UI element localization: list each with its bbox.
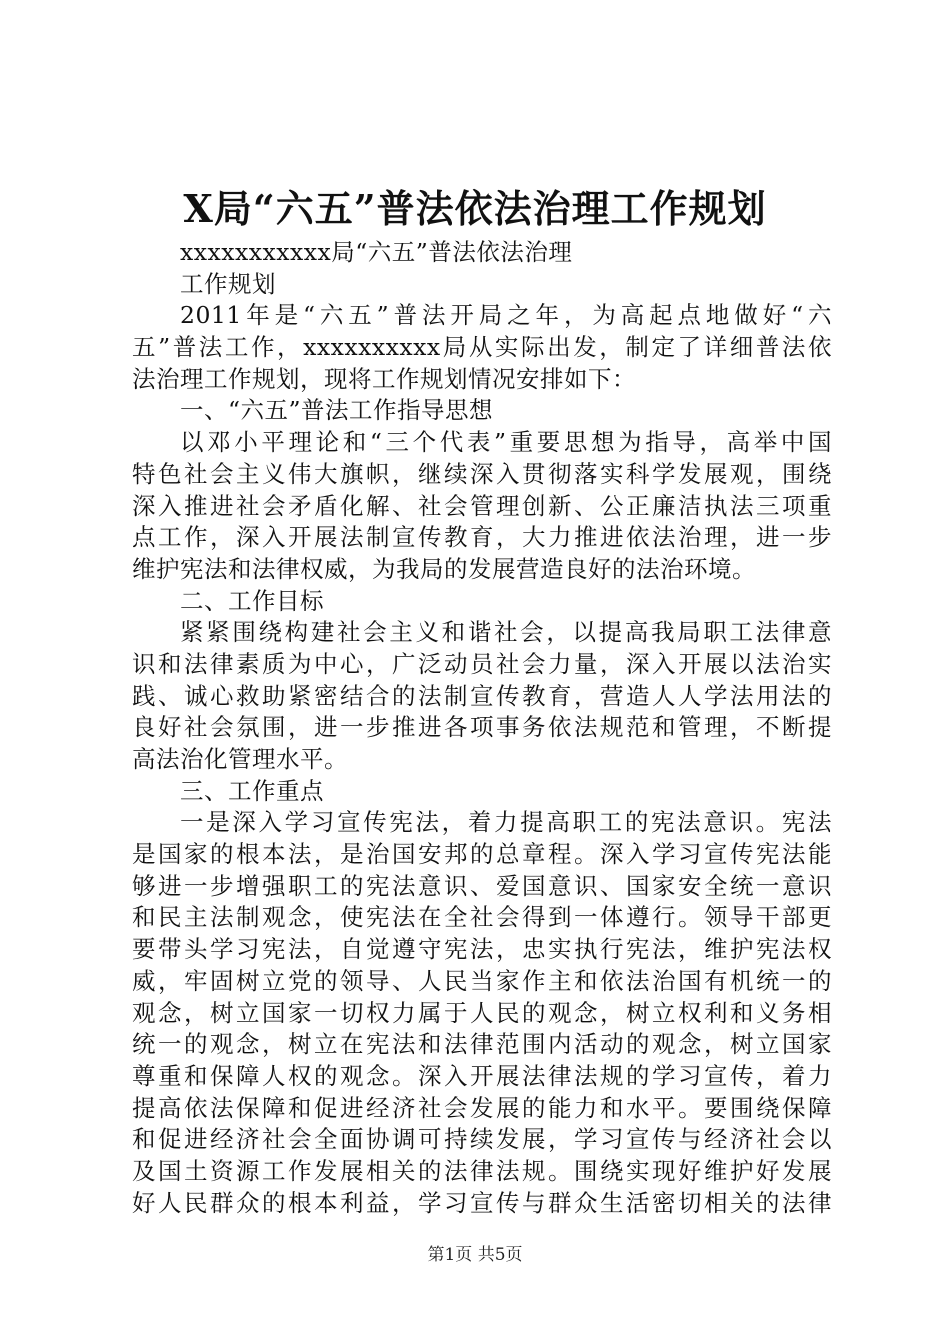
page-number-footer: 第1页 共5页 xyxy=(427,1245,523,1265)
text-line: 提高依法保障和促进经济社会发展的能力和水平。要围绕保障 xyxy=(132,1093,832,1122)
text-line: 践、诚心救助紧密结合的法制宣传教育，营造人人学法用法的 xyxy=(132,681,832,710)
text-line: 和民主法制观念，使宪法在全社会得到一体遵行。领导干部更 xyxy=(132,903,832,932)
text-line: 要带头学习宪法，自觉遵守宪法，忠实执行宪法，维护宪法权 xyxy=(132,935,832,964)
text-line: 2011年是“六五”普法开局之年，为高起点地做好“六 xyxy=(180,301,832,330)
text-line: 维护宪法和法律权威，为我局的发展营造良好的法治环境。 xyxy=(132,554,756,583)
text-line: 及国土资源工作发展相关的法律法规。围绕实现好维护好发展 xyxy=(132,1156,832,1185)
text-line: 特色社会主义伟大旗帜，继续深入贯彻落实科学发展观，围绕 xyxy=(132,459,832,488)
text-line: 良好社会氛围，进一步推进各项事务依法规范和管理，不断提 xyxy=(132,713,832,742)
text-line: 一是深入学习宣传宪法，着力提高职工的宪法意识。宪法 xyxy=(180,808,832,837)
text-line: 法治理工作规划，现将工作规划情况安排如下： xyxy=(132,364,636,393)
text-line: 威，牢固树立党的领导、人民当家作主和依法治国有机统一的 xyxy=(132,966,832,995)
text-line: 好人民群众的根本利益，学习宣传与群众生活密切相关的法律 xyxy=(132,1188,832,1217)
text-line: 和促进经济社会全面协调可持续发展，学习宣传与经济社会以 xyxy=(132,1125,832,1154)
text-line: 是国家的根本法，是治国安邦的总章程。深入学习宣传宪法能 xyxy=(132,840,832,869)
text-line: 工作规划 xyxy=(180,269,276,298)
text-line: 深入推进社会矛盾化解、社会管理创新、公正廉洁执法三项重 xyxy=(132,491,832,520)
text-line: 识和法律素质为中心，广泛动员社会力量，深入开展以法治实 xyxy=(132,649,832,678)
section-heading: 三、工作重点 xyxy=(180,776,324,805)
text-line: 观念，树立国家一切权力属于人民的观念，树立权利和义务相 xyxy=(132,998,832,1027)
text-line: 五”普法工作，xxxxxxxxxx局从实际出发，制定了详细普法依 xyxy=(132,333,832,362)
text-line: 高法治化管理水平。 xyxy=(132,745,348,773)
text-line: 统一的观念，树立在宪法和法律范围内活动的观念，树立国家 xyxy=(132,1030,832,1059)
document-body xyxy=(132,237,832,1219)
text-line: 以邓小平理论和“三个代表”重要思想为指导，高举中国 xyxy=(180,428,832,457)
section-heading: 二、工作目标 xyxy=(180,586,324,615)
section-heading: 一、“六五”普法工作指导思想 xyxy=(180,396,494,425)
page-title: X局“六五”普法依法治理工作规划 xyxy=(183,186,767,231)
text-line: xxxxxxxxxxx局“六五”普法依法治理 xyxy=(180,238,573,266)
text-line: 点工作，深入开展法制宣传教育，大力推进依法治理，进一步 xyxy=(132,523,832,552)
text-line: 紧紧围绕构建社会主义和谐社会，以提高我局职工法律意 xyxy=(180,618,832,647)
text-line: 尊重和保障人权的观念。深入开展法律法规的学习宣传，着力 xyxy=(132,1061,832,1090)
text-line: 够进一步增强职工的宪法意识、爱国意识、国家安全统一意识 xyxy=(132,871,832,900)
